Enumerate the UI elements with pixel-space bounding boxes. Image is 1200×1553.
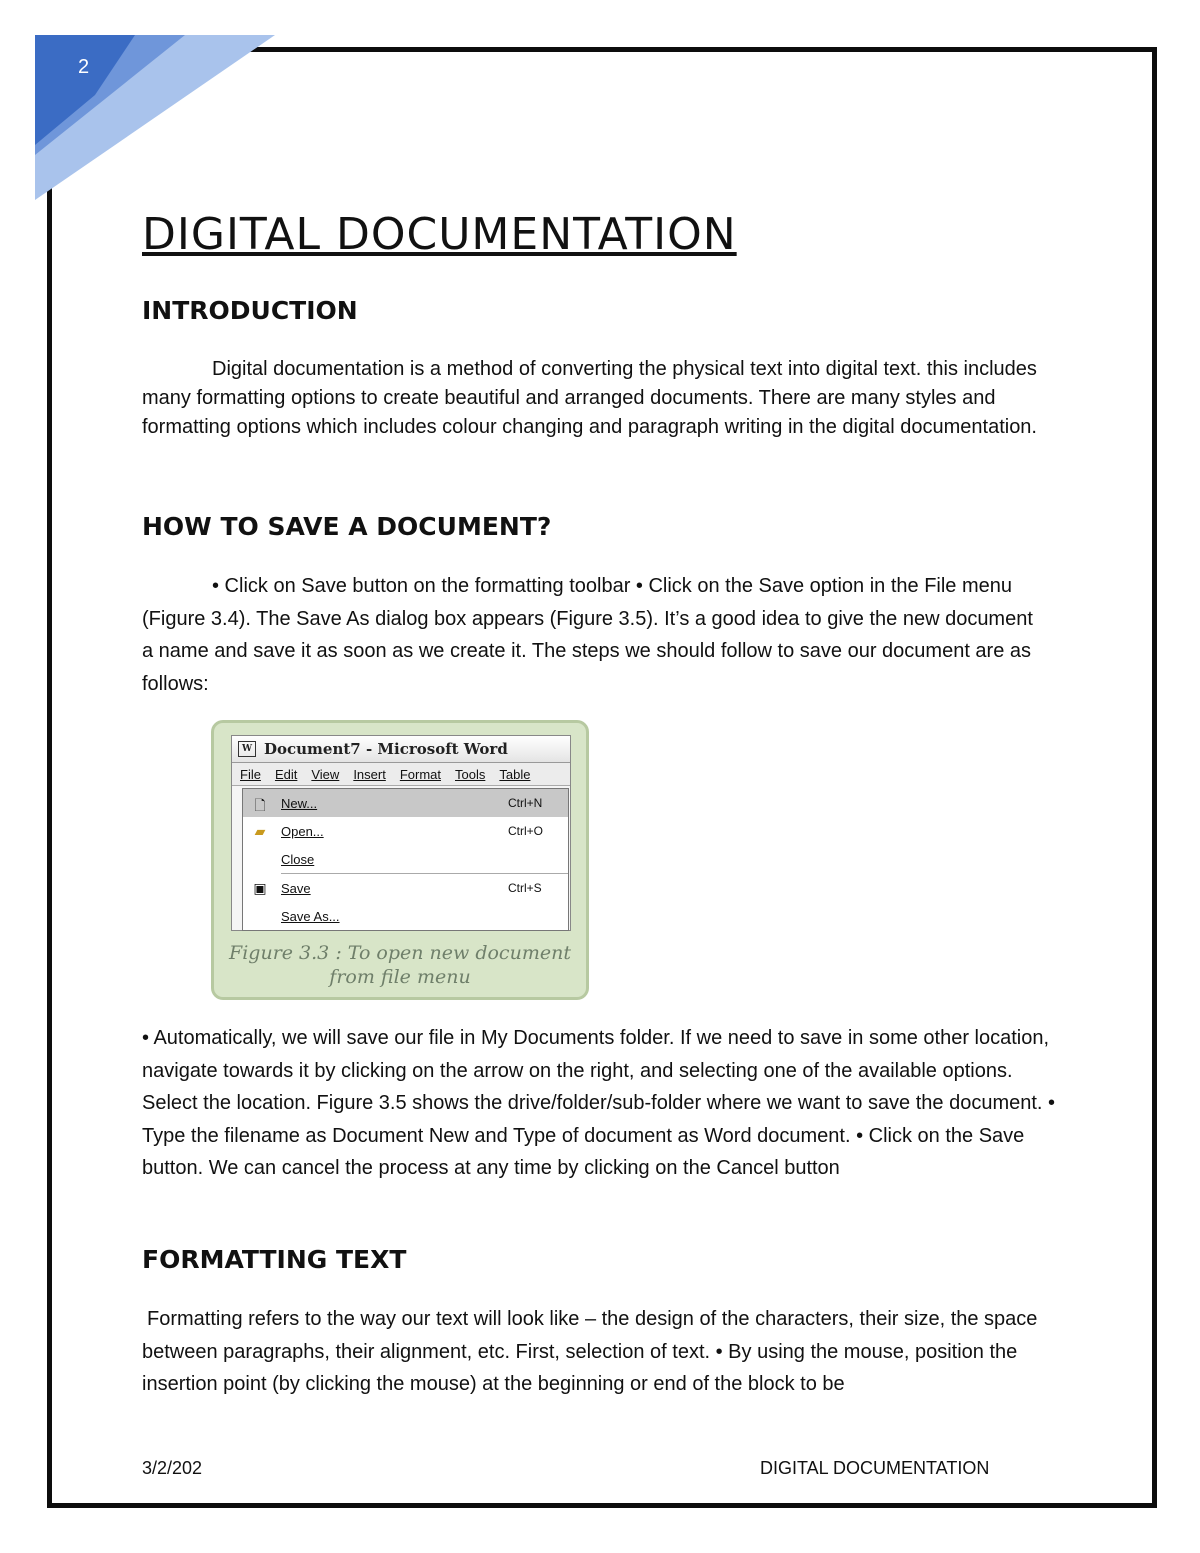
- word-window-screenshot: [231, 735, 571, 931]
- menu-item-save: ▣ Save Ctrl+S: [243, 874, 568, 902]
- corner-decoration: [35, 35, 275, 200]
- save-paragraph: • Click on Save button on the formatting toolbar • Click on the Save option in the File menu (Figure 3.4). The Save As dialog box appears (Figure 3.5). It’s a good idea to give the new document a name and save it as soon as we create it. The steps we should follow to save our document are as follows:: [142, 575, 1033, 695]
- figure-file-menu: [211, 720, 589, 1000]
- menu-view: View: [311, 766, 340, 782]
- formatting-heading: FORMATTING TEXT: [142, 1245, 407, 1274]
- new-document-icon: 🗋: [254, 797, 266, 813]
- menu-item-save-as: Save As...: [281, 908, 340, 924]
- menu-insert: Insert: [353, 766, 386, 782]
- menu-edit: Edit: [274, 766, 298, 782]
- save-heading: HOW TO SAVE A DOCUMENT?: [142, 512, 552, 541]
- menu-format: Format: [399, 766, 441, 782]
- window-title: Document7 - Microsoft Word: [264, 740, 508, 758]
- intro-paragraph: Digital documentation is a method of converting the physical text into digital text. this includes many formatting options to create beautiful and arranged documents. There are many styles and formatting options which includes colour changing and paragraph writing in the digital documentation.: [142, 358, 1037, 438]
- menu-tools: Tools: [455, 766, 486, 782]
- file-menu-dropdown: [242, 788, 569, 931]
- save-disk-icon: ▣: [253, 880, 267, 896]
- word-app-icon: W: [238, 741, 256, 757]
- document-title: DIGITAL DOCUMENTATION: [142, 209, 737, 260]
- caption-line-1: Figure 3.3 : To open new document: [229, 942, 571, 964]
- caption-line-2: from file menu: [329, 966, 471, 988]
- menu-item-close: Close: [281, 851, 315, 867]
- menu-item-new: 🗋 New... Ctrl+N: [243, 789, 568, 817]
- menu-file: File: [240, 766, 261, 782]
- menubar: [232, 763, 570, 786]
- menu-table: Table: [499, 766, 531, 782]
- open-folder-icon: ▰: [254, 823, 266, 839]
- document-content: [142, 205, 1062, 265]
- window-titlebar: [232, 736, 570, 763]
- auto-save-paragraph: • Automatically, we will save our file in My Documents folder. If we need to save in some other location, navigate towards it by clicking on the arrow on the right, and selecting one of the available options. Select the location. Figure 3.5 shows the drive/folder/sub-folder where we want to save the document. • Type the filename as Document New and Type of document as Word document. • Click on the Save button. We can cancel the process at any time by clicking on the Cancel button: [142, 1027, 1056, 1179]
- menu-item-open: ▰ Open... Ctrl+O: [243, 817, 568, 845]
- intro-heading: INTRODUCTION: [142, 296, 358, 325]
- formatting-paragraph: Formatting refers to the way our text will look like – the design of the characters, their size, the space between paragraphs, their alignment, etc. First, selection of text. • By using the mouse, position the insertion point (by clicking the mouse) at the beginning or end of the block to be: [142, 1308, 1038, 1395]
- figure-caption: [214, 941, 586, 989]
- page-number: 2: [78, 56, 90, 78]
- footer-date: 3/2/202: [142, 1458, 203, 1478]
- footer-title: DIGITAL DOCUMENTATION: [760, 1458, 990, 1478]
